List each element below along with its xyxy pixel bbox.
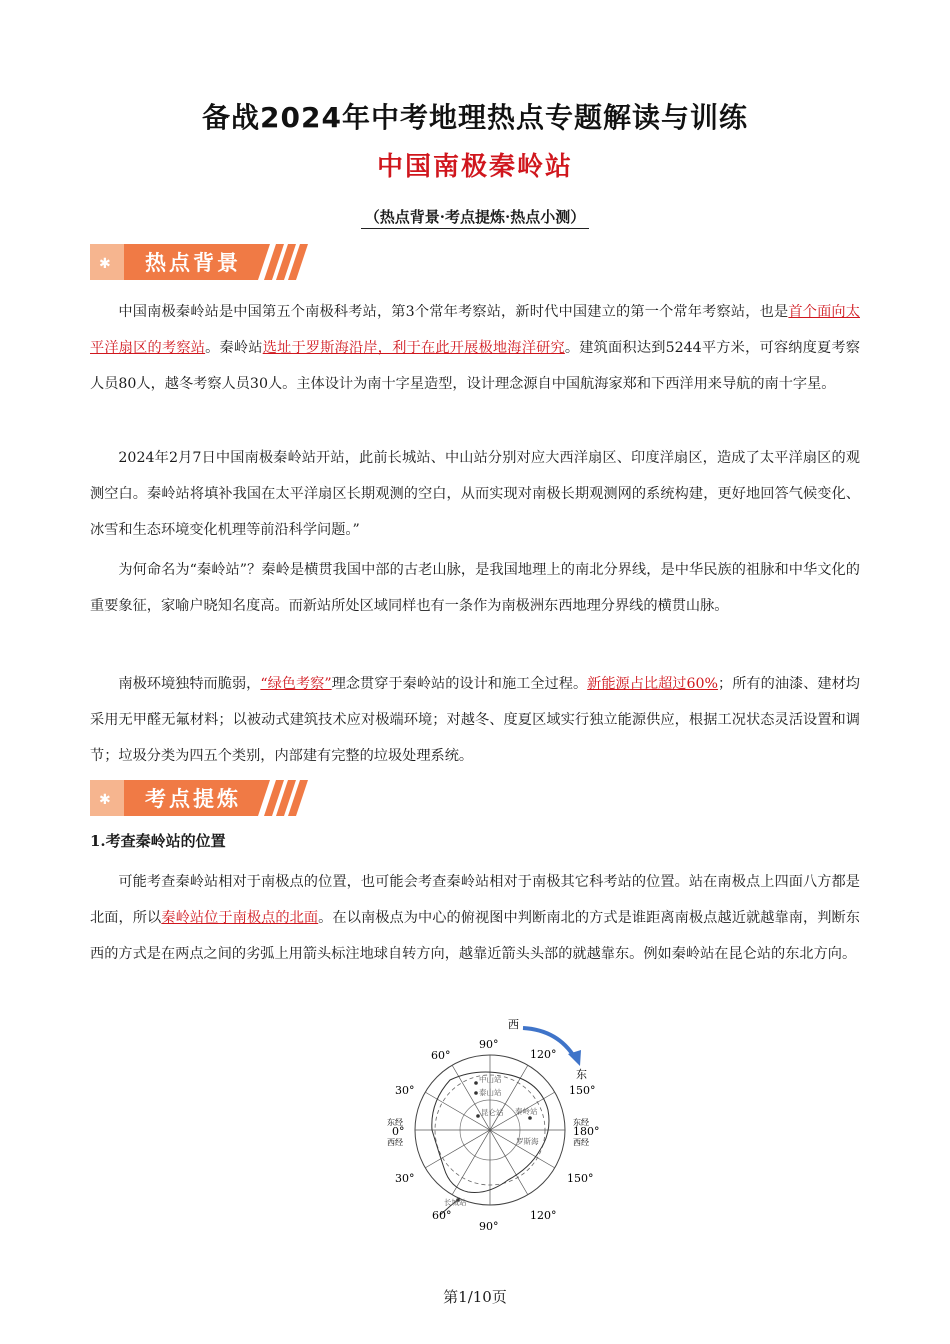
svg-text:昆仑站: 昆仑站 xyxy=(481,1108,504,1117)
svg-text:✱: ✱ xyxy=(99,792,111,808)
svg-text:中山站: 中山站 xyxy=(479,1075,502,1084)
svg-text:东经: 东经 xyxy=(573,1118,589,1127)
svg-text:150°: 150° xyxy=(569,1084,596,1097)
paragraph-position: 可能考查秦岭站相对于南极点的位置，也可能会考查秦岭站相对于南极其它科考站的位置。站在南极点上四面八方都是北面，所以秦岭站位于南极点的北面。在以南极点为中心的俯视图中判断南北的方式是谁距离南极点越近就越靠南，判断东西的方式是在两点之间的劣弧上用箭头标注地球自转方向，越靠近箭头头部的就越靠东。例如秦岭站在昆仑站的东北方向。 xyxy=(90,874,860,962)
svg-text:90°: 90° xyxy=(479,1038,499,1051)
tagline xyxy=(0,206,950,227)
section-banner-label: 热点背景 xyxy=(145,251,241,275)
section-banner-background xyxy=(90,244,330,280)
svg-text:东: 东 xyxy=(576,1068,587,1081)
paragraph-background-1: 中国南极秦岭站是中国第五个南极科考站，第3个常年考察站，新时代中国建立的第一个常年考察站，也是首个面向太平洋扇区的考察站。秦岭站选址于罗斯海沿岸，利于在此开展极地海洋研究。建筑面积达到5244平方米，可容纳度夏考察人员80人，越冬考察人员30人。主体设计为南十字星造型，设计理念源自中国航海家郑和下西洋用来导航的南十字星。 xyxy=(90,304,860,392)
page-title: 备战2024年中考地理热点专题解读与训练 xyxy=(202,101,748,134)
highlight-pacific-sector: 首个面向太平洋扇区的考察站 xyxy=(90,304,860,356)
svg-text:0°: 0° xyxy=(392,1125,405,1138)
highlight-new-energy: 新能源占比超过60% xyxy=(587,676,719,692)
svg-text:180°: 180° xyxy=(573,1125,600,1138)
svg-text:60°: 60° xyxy=(431,1049,451,1062)
svg-text:秦岭站: 秦岭站 xyxy=(515,1107,538,1116)
section-banner-label-2: 考点提炼 xyxy=(145,787,241,811)
svg-text:120°: 120° xyxy=(530,1048,557,1061)
highlight-green-survey: “绿色考察” xyxy=(260,676,332,692)
tagline-text: （热点背景·考点提炼·热点小测） xyxy=(361,208,589,229)
paragraph-background-3: 为何命名为“秦岭站”？秦岭是横贯我国中部的古老山脉，是我国地理上的南北分界线，是中华民族的祖脉和中华文化的重要象征，家喻户晓知名度高。而新站所处区域同样也有一条作为南极洲东西地理分界线的横贯山脉。 xyxy=(90,562,860,614)
antarctica-map-figure xyxy=(380,1010,610,1235)
paragraph-background-4: 南极环境独特而脆弱，“绿色考察”理念贯穿于秦岭站的设计和施工全过程。新能源占比超过60%；所有的油漆、建材均采用无甲醛无氟材料；以被动式建筑技术应对极端环境；对越冬、度夏区域实行独立能源供应，根据工况状态灵活设置和调节；垃圾分类为四五个类别，内部建有完整的垃圾处理系统。 xyxy=(90,676,860,764)
svg-text:罗斯海: 罗斯海 xyxy=(516,1137,539,1146)
svg-text:西经: 西经 xyxy=(573,1138,589,1147)
svg-text:长城站: 长城站 xyxy=(444,1198,467,1207)
svg-text:30°: 30° xyxy=(395,1172,415,1185)
svg-text:150°: 150° xyxy=(567,1172,594,1185)
svg-text:泰山站: 泰山站 xyxy=(479,1088,502,1097)
svg-text:90°: 90° xyxy=(479,1220,499,1233)
highlight-north-of-pole: 秦岭站位于南极点的北面 xyxy=(161,910,319,926)
svg-text:西: 西 xyxy=(508,1018,519,1031)
svg-text:120°: 120° xyxy=(530,1209,557,1222)
subheading-position: 1.考查秦岭站的位置 xyxy=(90,832,226,850)
page-subtitle: 中国南极秦岭站 xyxy=(376,152,573,182)
svg-text:60°: 60° xyxy=(432,1209,452,1222)
section-banner-background-2 xyxy=(90,780,330,816)
svg-text:30°: 30° xyxy=(395,1084,415,1097)
antarctica-map-icon xyxy=(380,1010,610,1235)
paragraph-background-2: 2024年2月7日中国南极秦岭站开站，此前长城站、中山站分别对应大西洋扇区、印度洋扇区，造成了太平洋扇区的观测空白。秦岭站将填补我国在太平洋扇区长期观测的空白，从而实现对南极长期观测网的系统构建，更好地回答气候变化、冰雪和生态环境变化机理等前沿科学问题。” xyxy=(90,450,860,538)
svg-text:东经: 东经 xyxy=(387,1118,403,1127)
page-number: 第1/10页 xyxy=(443,1288,507,1306)
highlight-ross-sea: 选址于罗斯海沿岸，利于在此开展极地海洋研究 xyxy=(262,340,565,356)
svg-text:西经: 西经 xyxy=(387,1138,403,1147)
svg-text:✱: ✱ xyxy=(99,256,111,272)
